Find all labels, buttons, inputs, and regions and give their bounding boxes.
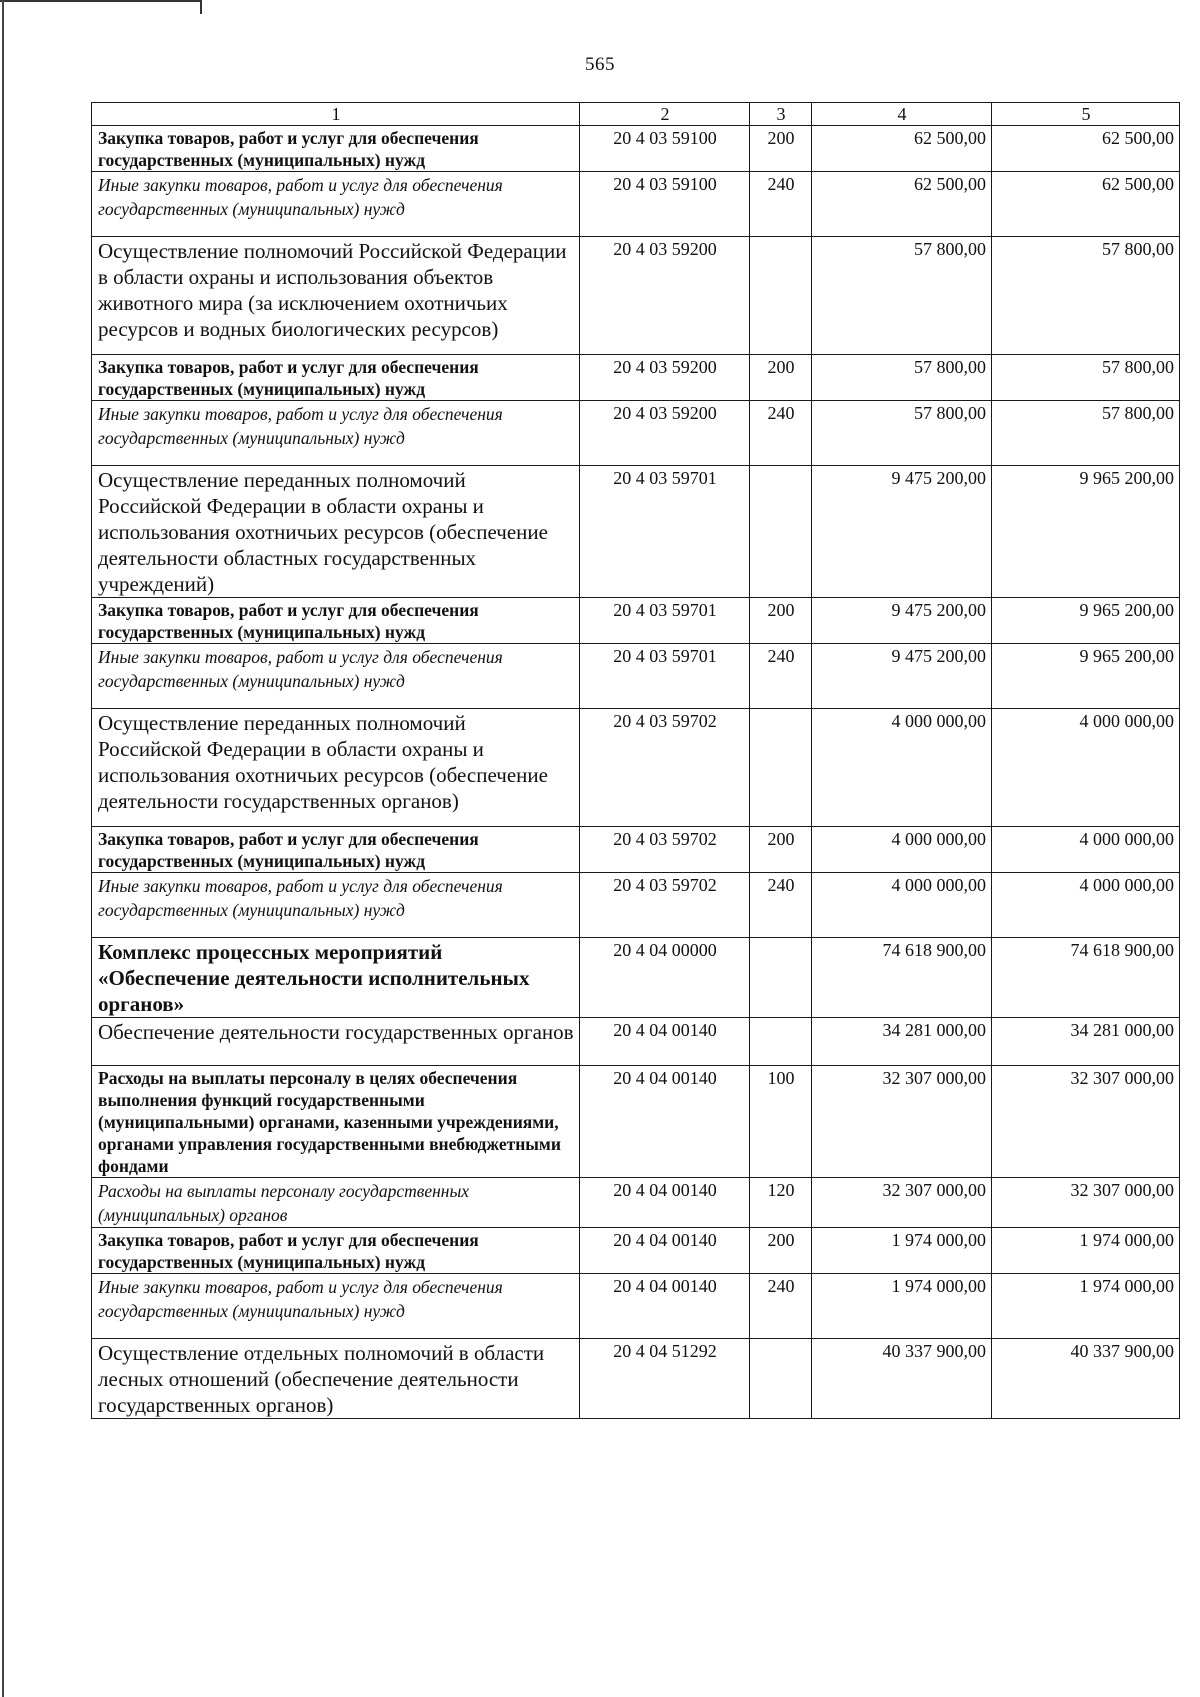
row-sum-cell-col4: 57 800,00	[812, 355, 992, 401]
row-sum-cell-col4: 1 974 000,00	[812, 1228, 992, 1274]
row-name-text: Иные закупки товаров, работ и услуг для обеспечения государственных (муниципальных) нужд	[98, 647, 503, 691]
table-row	[92, 1274, 1180, 1339]
table-row	[92, 237, 1180, 355]
row-sum-cell-col5: 62 500,00	[992, 172, 1180, 237]
row-sum-cell-col4: 62 500,00	[812, 126, 992, 172]
row-sum-cell-col5: 57 800,00	[992, 401, 1180, 466]
column-header-2: 2	[580, 103, 750, 126]
row-code-cell: 20 4 04 00140	[580, 1274, 750, 1339]
row-name-cell	[92, 644, 580, 709]
row-code-cell: 20 4 03 59701	[580, 598, 750, 644]
row-sum-cell-col4: 9 475 200,00	[812, 598, 992, 644]
row-name-text: Расходы на выплаты персоналу в целях обеспечения выполнения функций государственными (муниципальными) органами, казенными учреждениями, органами управления государственными внебюджетными фондами	[98, 1068, 561, 1176]
row-name-cell	[92, 126, 580, 172]
row-sum-cell-col4: 62 500,00	[812, 172, 992, 237]
row-name-text: Закупка товаров, работ и услуг для обеспечения государственных (муниципальных) нужд	[98, 1230, 479, 1272]
row-type-cell	[750, 237, 812, 355]
row-code-cell: 20 4 04 51292	[580, 1339, 750, 1419]
row-type-cell	[750, 938, 812, 1018]
row-name-text: Закупка товаров, работ и услуг для обеспечения государственных (муниципальных) нужд	[98, 600, 479, 642]
row-code-cell: 20 4 03 59702	[580, 827, 750, 873]
row-code-cell: 20 4 03 59100	[580, 126, 750, 172]
row-type-cell: 200	[750, 827, 812, 873]
table-row	[92, 126, 1180, 172]
row-code-cell: 20 4 04 00000	[580, 938, 750, 1018]
row-sum-cell-col5: 4 000 000,00	[992, 873, 1180, 938]
row-sum-cell-col5: 40 337 900,00	[992, 1339, 1180, 1419]
row-sum-cell-col5: 34 281 000,00	[992, 1018, 1180, 1066]
budget-table	[91, 102, 1180, 1419]
row-name-text: Осуществление отдельных полномочий в области лесных отношений (обеспечение деятельности государственных органов)	[98, 1341, 545, 1417]
row-sum-cell-col4: 32 307 000,00	[812, 1066, 992, 1178]
row-name-cell	[92, 827, 580, 873]
row-name-cell	[92, 1178, 580, 1228]
row-sum-cell-col5: 1 974 000,00	[992, 1228, 1180, 1274]
table-row	[92, 1178, 1180, 1228]
table-row	[92, 466, 1180, 598]
table-row	[92, 1018, 1180, 1066]
scan-edge-mark	[0, 0, 202, 14]
page-number: 565	[585, 54, 615, 75]
column-header-3: 3	[750, 103, 812, 126]
row-sum-cell-col4: 4 000 000,00	[812, 827, 992, 873]
table-row	[92, 644, 1180, 709]
table-row	[92, 598, 1180, 644]
row-name-cell	[92, 938, 580, 1018]
row-name-cell	[92, 1066, 580, 1178]
row-type-cell: 200	[750, 355, 812, 401]
row-type-cell: 240	[750, 172, 812, 237]
row-name-text: Осуществление переданных полномочий Российской Федерации в области охраны и использования охотничьих ресурсов (обеспечение деятельности государственных органов)	[98, 711, 548, 813]
row-name-cell	[92, 1228, 580, 1274]
row-sum-cell-col5: 9 965 200,00	[992, 598, 1180, 644]
row-code-cell: 20 4 04 00140	[580, 1066, 750, 1178]
row-type-cell: 240	[750, 644, 812, 709]
row-sum-cell-col5: 9 965 200,00	[992, 466, 1180, 598]
row-type-cell	[750, 466, 812, 598]
row-type-cell: 240	[750, 1274, 812, 1339]
row-sum-cell-col4: 57 800,00	[812, 401, 992, 466]
row-sum-cell-col5: 32 307 000,00	[992, 1066, 1180, 1178]
row-name-cell	[92, 1339, 580, 1419]
row-name-cell	[92, 1274, 580, 1339]
row-sum-cell-col4: 9 475 200,00	[812, 466, 992, 598]
table-row	[92, 1228, 1180, 1274]
row-sum-cell-col5: 62 500,00	[992, 126, 1180, 172]
table-row	[92, 1339, 1180, 1419]
row-name-text: Закупка товаров, работ и услуг для обеспечения государственных (муниципальных) нужд	[98, 128, 479, 170]
row-sum-cell-col5: 4 000 000,00	[992, 709, 1180, 827]
column-header-4: 4	[812, 103, 992, 126]
row-sum-cell-col5: 32 307 000,00	[992, 1178, 1180, 1228]
row-name-cell	[92, 1018, 580, 1066]
row-name-cell	[92, 237, 580, 355]
row-name-text: Закупка товаров, работ и услуг для обеспечения государственных (муниципальных) нужд	[98, 357, 479, 399]
row-name-cell	[92, 598, 580, 644]
table-row	[92, 401, 1180, 466]
row-code-cell: 20 4 04 00140	[580, 1178, 750, 1228]
row-type-cell	[750, 709, 812, 827]
table-row	[92, 1066, 1180, 1178]
table-row	[92, 355, 1180, 401]
row-name-text: Комплекс процессных мероприятий «Обеспечение деятельности исполнительных органов»	[98, 940, 530, 1016]
table-row	[92, 709, 1180, 827]
row-sum-cell-col4: 74 618 900,00	[812, 938, 992, 1018]
row-name-cell	[92, 172, 580, 237]
column-header-5: 5	[992, 103, 1180, 126]
table-row	[92, 827, 1180, 873]
row-name-text: Осуществление переданных полномочий Российской Федерации в области охраны и использования охотничьих ресурсов (обеспечение деятельности областных государственных учреждений)	[98, 468, 548, 596]
row-code-cell: 20 4 03 59701	[580, 466, 750, 598]
row-code-cell: 20 4 04 00140	[580, 1228, 750, 1274]
table-row	[92, 172, 1180, 237]
row-code-cell: 20 4 03 59702	[580, 873, 750, 938]
row-code-cell: 20 4 03 59200	[580, 401, 750, 466]
row-type-cell	[750, 1018, 812, 1066]
row-name-text: Осуществление полномочий Российской Федерации в области охраны и использования объектов животного мира (за исключением охотничьих ресурсов и водных биологических ресурсов)	[98, 239, 567, 341]
row-type-cell: 200	[750, 598, 812, 644]
row-code-cell: 20 4 03 59100	[580, 172, 750, 237]
row-sum-cell-col5: 4 000 000,00	[992, 827, 1180, 873]
row-sum-cell-col5: 57 800,00	[992, 237, 1180, 355]
row-type-cell	[750, 1339, 812, 1419]
row-type-cell: 120	[750, 1178, 812, 1228]
row-sum-cell-col5: 57 800,00	[992, 355, 1180, 401]
row-name-cell	[92, 401, 580, 466]
row-type-cell: 240	[750, 401, 812, 466]
row-sum-cell-col4: 40 337 900,00	[812, 1339, 992, 1419]
table-row	[92, 873, 1180, 938]
row-name-text: Обеспечение деятельности государственных органов	[98, 1020, 574, 1044]
row-name-cell	[92, 873, 580, 938]
row-name-text: Иные закупки товаров, работ и услуг для обеспечения государственных (муниципальных) нужд	[98, 1277, 503, 1321]
row-type-cell: 100	[750, 1066, 812, 1178]
row-sum-cell-col5: 74 618 900,00	[992, 938, 1180, 1018]
row-sum-cell-col5: 9 965 200,00	[992, 644, 1180, 709]
scan-left-edge	[2, 0, 4, 1697]
column-header-1: 1	[92, 103, 580, 126]
row-code-cell: 20 4 03 59200	[580, 355, 750, 401]
row-sum-cell-col5: 1 974 000,00	[992, 1274, 1180, 1339]
row-name-text: Иные закупки товаров, работ и услуг для обеспечения государственных (муниципальных) нужд	[98, 876, 503, 920]
row-code-cell: 20 4 03 59702	[580, 709, 750, 827]
row-name-cell	[92, 466, 580, 598]
row-sum-cell-col4: 4 000 000,00	[812, 709, 992, 827]
row-sum-cell-col4: 4 000 000,00	[812, 873, 992, 938]
row-type-cell: 200	[750, 1228, 812, 1274]
row-name-text: Расходы на выплаты персоналу государственных (муниципальных) органов	[98, 1181, 470, 1225]
row-sum-cell-col4: 32 307 000,00	[812, 1178, 992, 1228]
row-sum-cell-col4: 34 281 000,00	[812, 1018, 992, 1066]
row-sum-cell-col4: 1 974 000,00	[812, 1274, 992, 1339]
row-name-text: Закупка товаров, работ и услуг для обеспечения государственных (муниципальных) нужд	[98, 829, 479, 871]
row-name-cell	[92, 709, 580, 827]
row-code-cell: 20 4 03 59701	[580, 644, 750, 709]
row-name-cell	[92, 355, 580, 401]
row-sum-cell-col4: 57 800,00	[812, 237, 992, 355]
row-sum-cell-col4: 9 475 200,00	[812, 644, 992, 709]
table-header-row	[92, 103, 1180, 126]
row-name-text: Иные закупки товаров, работ и услуг для обеспечения государственных (муниципальных) нужд	[98, 175, 503, 219]
row-code-cell: 20 4 03 59200	[580, 237, 750, 355]
row-code-cell: 20 4 04 00140	[580, 1018, 750, 1066]
row-name-text: Иные закупки товаров, работ и услуг для обеспечения государственных (муниципальных) нужд	[98, 404, 503, 448]
table-row	[92, 938, 1180, 1018]
row-type-cell: 240	[750, 873, 812, 938]
row-type-cell: 200	[750, 126, 812, 172]
